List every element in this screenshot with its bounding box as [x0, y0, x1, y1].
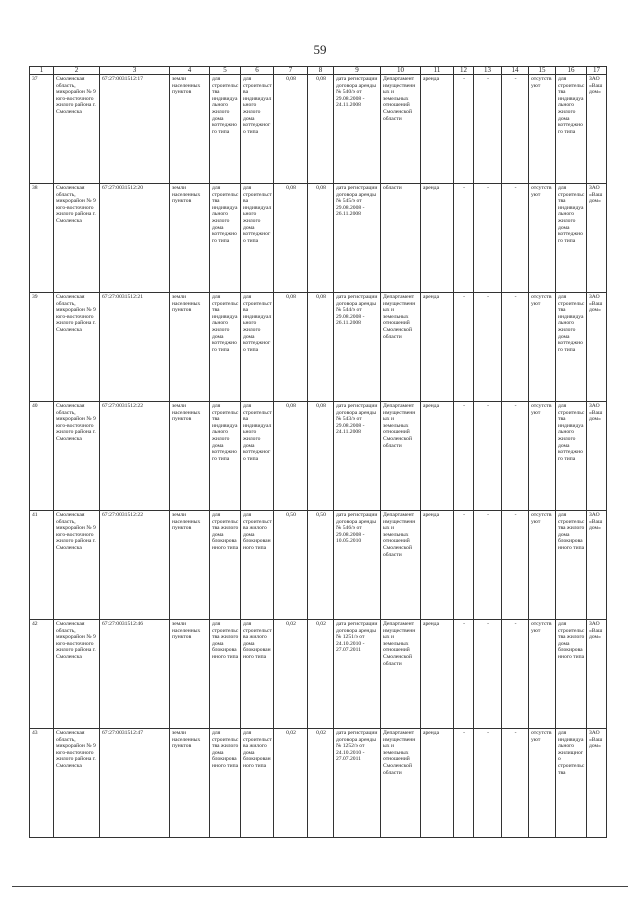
cadastral-number-cell: 67:27:0031512:46 [100, 620, 170, 729]
purpose-cell: для строительства индивидуального жилого дома коттеджного типа [556, 402, 587, 511]
empty-cell: - [502, 293, 529, 402]
cadastral-number-cell: 67:27:0031512:21 [100, 293, 170, 402]
right-type-cell: аренда [421, 184, 454, 293]
empty-cell: - [474, 184, 502, 293]
encumbrance-cell: отсутствуют [529, 511, 556, 620]
location-cell: Смоленская область, микрорайон № 9 юго-восточного жилого района г. Смоленска [54, 402, 100, 511]
right-type-cell: аренда [421, 293, 454, 402]
cadastral-number-cell: 67:27:0031512:47 [100, 729, 170, 838]
cadastral-number-cell: 67:27:0031512:22 [100, 402, 170, 511]
actual-use-cell: для строительства индивидуального жилого дома коттеджного типа [241, 75, 274, 184]
encumbrance-cell: отсутствуют [529, 75, 556, 184]
cadastral-number-cell: 67:27:0031512:20 [100, 184, 170, 293]
empty-cell: - [502, 511, 529, 620]
encumbrance-cell: отсутствуют [529, 184, 556, 293]
location-cell: Смоленская область, микрорайон № 9 юго-восточного жилого района г. Смоленска [54, 184, 100, 293]
land-category-cell: земли населенных пунктов [170, 293, 210, 402]
column-number: 9 [334, 67, 381, 75]
area-cell: 0,08 [308, 75, 334, 184]
right-type-cell: аренда [421, 75, 454, 184]
location-cell: Смоленская область, микрорайон № 9 юго-восточного жилого района г. Смоленска [54, 729, 100, 838]
registration-cell: дата регистрации договора аренды № 546/э от 29.08.2008 - 10.05.2010 [334, 511, 381, 620]
column-number: 1 [30, 67, 54, 75]
table-row [30, 184, 607, 293]
actual-use-cell: для строительства жилого дома блокированного типа [241, 511, 274, 620]
column-number: 11 [421, 67, 454, 75]
tenant-cell: ЗАО «Ваш дом» [587, 184, 607, 293]
land-category-cell: земли населенных пунктов [170, 729, 210, 838]
column-number: 16 [556, 67, 587, 75]
empty-cell: - [454, 511, 474, 620]
row-number: 42 [30, 620, 54, 729]
owner-cell: Департамент имущественных и земельных отношений Смоленской области [381, 402, 421, 511]
empty-cell: - [474, 729, 502, 838]
column-number: 15 [529, 67, 556, 75]
column-number: 13 [474, 67, 502, 75]
area-cell: 0,08 [308, 402, 334, 511]
owner-cell: Департамент имущественных и земельных отношений Смоленской области [381, 75, 421, 184]
empty-cell: - [454, 729, 474, 838]
empty-cell: - [474, 620, 502, 729]
registration-cell: дата регистрации договора аренды № 1252/э от 24.10.2010 - 27.07.2011 [334, 729, 381, 838]
registration-cell: дата регистрации договора аренды № 540/э от 29.08.2008 - 24.11.2008 [334, 75, 381, 184]
registration-cell: дата регистрации договора аренды № 1251/э от 24.10.2010 - 27.07.2011 [334, 620, 381, 729]
location-cell: Смоленская область, микрорайон № 9 юго-восточного жилого района г. Смоленска [54, 293, 100, 402]
column-number: 2 [54, 67, 100, 75]
cadastral-number-cell: 67:27:0031512:17 [100, 75, 170, 184]
land-plots-table [29, 66, 607, 838]
row-number: 40 [30, 402, 54, 511]
empty-cell: - [474, 293, 502, 402]
table-row [30, 293, 607, 402]
right-type-cell: аренда [421, 620, 454, 729]
purpose-cell: для индивидуального жилищного строительства [556, 729, 587, 838]
land-category-cell: земли населенных пунктов [170, 402, 210, 511]
registration-cell: дата регистрации договора аренды № 543/э от 29.08.2008 - 24.11.2008 [334, 402, 381, 511]
tenant-cell: ЗАО «Ваш дом» [587, 511, 607, 620]
column-number: 3 [100, 67, 170, 75]
right-type-cell: аренда [421, 729, 454, 838]
area-cell: 0,08 [308, 293, 334, 402]
permitted-use-cell: для строительства жилого дома блокированного типа [210, 729, 241, 838]
area-cell: 0,08 [308, 184, 334, 293]
permitted-use-cell: для строительства индивидуального жилого дома коттеджного типа [210, 184, 241, 293]
permitted-use-cell: для строительства индивидуального жилого дома коттеджного типа [210, 75, 241, 184]
page-number: 59 [313, 42, 327, 57]
empty-cell: - [454, 293, 474, 402]
empty-cell: - [454, 402, 474, 511]
registration-cell: дата регистрации договора аренды № 545/э от 29.08.2008 - 26.11.2008 [334, 184, 381, 293]
column-number: 17 [587, 67, 607, 75]
empty-cell: - [502, 402, 529, 511]
table-body [30, 75, 607, 838]
location-cell: Смоленская область, микрорайон № 9 юго-восточного жилого района г. Смоленска [54, 620, 100, 729]
column-number: 6 [241, 67, 274, 75]
empty-cell: - [502, 75, 529, 184]
bottom-divider [12, 886, 628, 887]
column-number: 4 [170, 67, 210, 75]
column-number-row [30, 67, 607, 75]
area-cell: 0,50 [274, 511, 308, 620]
location-cell: Смоленская область, микрорайон № 9 юго-восточного жилого района г. Смоленска [54, 511, 100, 620]
location-cell: Смоленская область, микрорайон № 9 юго-восточного жилого района г. Смоленска [54, 75, 100, 184]
purpose-cell: для строительства индивидуального жилого дома коттеджного типа [556, 75, 587, 184]
owner-cell: области [381, 184, 421, 293]
owner-cell: Департамент имущественных и земельных отношений Смоленской области [381, 729, 421, 838]
empty-cell: - [474, 511, 502, 620]
empty-cell: - [502, 620, 529, 729]
permitted-use-cell: для строительства индивидуального жилого дома коттеджного типа [210, 402, 241, 511]
row-number: 43 [30, 729, 54, 838]
purpose-cell: для строительства жилого дома блокированного типа [556, 511, 587, 620]
table-row [30, 511, 607, 620]
actual-use-cell: для строительства жилого дома блокированного типа [241, 620, 274, 729]
empty-cell: - [502, 184, 529, 293]
land-category-cell: земли населенных пунктов [170, 75, 210, 184]
empty-cell: - [454, 184, 474, 293]
area-cell: 0,50 [308, 511, 334, 620]
tenant-cell: ЗАО «Ваш дом» [587, 75, 607, 184]
row-number: 41 [30, 511, 54, 620]
owner-cell: Департамент имущественных и земельных отношений Смоленской области [381, 293, 421, 402]
purpose-cell: для строительства индивидуального жилого дома коттеджного типа [556, 293, 587, 402]
table-row [30, 402, 607, 511]
actual-use-cell: для строительства индивидуального жилого дома коттеджного типа [241, 184, 274, 293]
area-cell: 0,02 [308, 729, 334, 838]
row-number: 39 [30, 293, 54, 402]
encumbrance-cell: отсутствуют [529, 293, 556, 402]
column-number: 10 [381, 67, 421, 75]
area-cell: 0,08 [274, 402, 308, 511]
column-number: 8 [308, 67, 334, 75]
row-number: 37 [30, 75, 54, 184]
actual-use-cell: для строительства индивидуального жилого дома коттеджного типа [241, 402, 274, 511]
area-cell: 0,02 [308, 620, 334, 729]
land-category-cell: земли населенных пунктов [170, 620, 210, 729]
tenant-cell: ЗАО «Ваш дом» [587, 620, 607, 729]
registration-cell: дата регистрации договора аренды № 544/э от 29.08.2008 - 26.11.2008 [334, 293, 381, 402]
empty-cell: - [474, 75, 502, 184]
column-number: 14 [502, 67, 529, 75]
land-category-cell: земли населенных пунктов [170, 511, 210, 620]
encumbrance-cell: отсутствуют [529, 729, 556, 838]
purpose-cell: для строительства жилого дома блокированного типа [556, 620, 587, 729]
column-number: 7 [274, 67, 308, 75]
column-number: 5 [210, 67, 241, 75]
area-cell: 0,02 [274, 620, 308, 729]
purpose-cell: для строительства индивидуального жилого дома коттеджного типа [556, 184, 587, 293]
owner-cell: Департамент имущественных и земельных отношений Смоленской области [381, 511, 421, 620]
area-cell: 0,08 [274, 184, 308, 293]
permitted-use-cell: для строительства жилого дома блокированного типа [210, 620, 241, 729]
empty-cell: - [502, 729, 529, 838]
row-number: 38 [30, 184, 54, 293]
empty-cell: - [474, 402, 502, 511]
table-row [30, 620, 607, 729]
tenant-cell: ЗАО «Ваш дом» [587, 293, 607, 402]
empty-cell: - [454, 75, 474, 184]
encumbrance-cell: отсутствуют [529, 402, 556, 511]
owner-cell: Департамент имущественных и земельных отношений Смоленской области [381, 620, 421, 729]
tenant-cell: ЗАО «Ваш дом» [587, 729, 607, 838]
right-type-cell: аренда [421, 402, 454, 511]
actual-use-cell: для строительства индивидуального жилого дома коттеджного типа [241, 293, 274, 402]
area-cell: 0,02 [274, 729, 308, 838]
table-row [30, 75, 607, 184]
actual-use-cell: для строительства жилого дома блокированного типа [241, 729, 274, 838]
land-category-cell: земли населенных пунктов [170, 184, 210, 293]
tenant-cell: ЗАО «Ваш дом» [587, 402, 607, 511]
encumbrance-cell: отсутствуют [529, 620, 556, 729]
permitted-use-cell: для строительства индивидуального жилого дома коттеджного типа [210, 293, 241, 402]
right-type-cell: аренда [421, 511, 454, 620]
empty-cell: - [454, 620, 474, 729]
column-number: 12 [454, 67, 474, 75]
permitted-use-cell: для строительства жилого дома блокированного типа [210, 511, 241, 620]
cadastral-number-cell: 67:27:0031512:22 [100, 511, 170, 620]
table-row [30, 729, 607, 838]
area-cell: 0,08 [274, 75, 308, 184]
area-cell: 0,08 [274, 293, 308, 402]
